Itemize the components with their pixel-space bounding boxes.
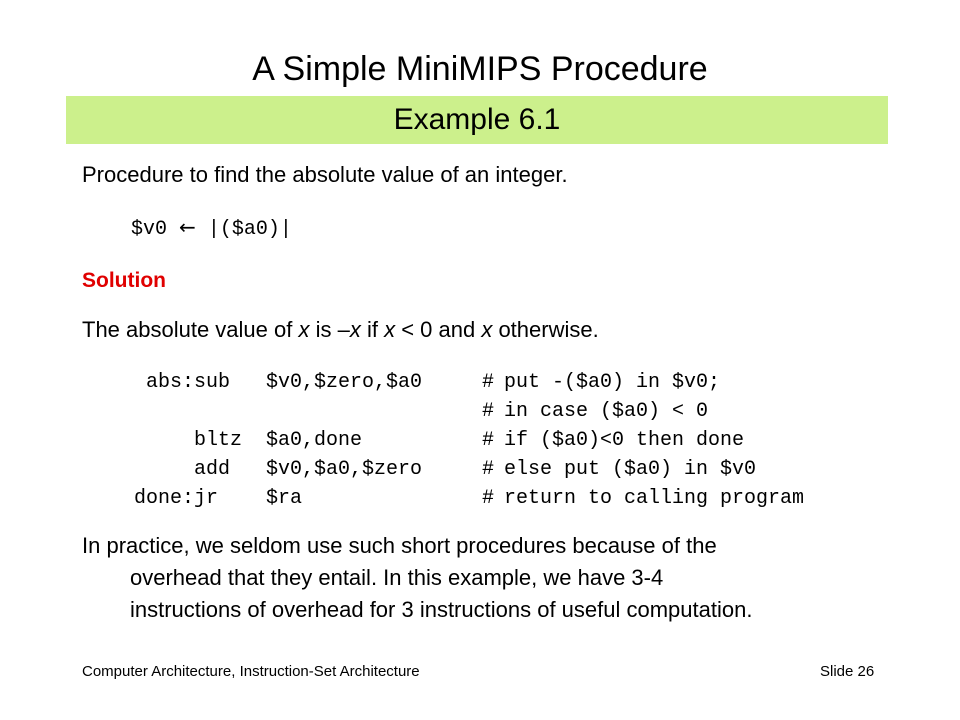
practice-line: instructions of overhead for 3 instructions of useful computation. [130, 597, 753, 622]
comment-marker: # [482, 400, 495, 423]
statement-part: if [360, 317, 385, 342]
code-line [94, 426, 804, 455]
comment-marker: # [482, 487, 495, 510]
practice-paragraph [82, 530, 902, 626]
code-operands: $a0,done [266, 429, 363, 452]
statement-part: < 0 and [395, 317, 482, 342]
code-operands [266, 397, 482, 426]
code-label [94, 455, 194, 484]
code-comment: if ($a0)<0 then done [504, 429, 745, 452]
code-comment: in case ($a0) < 0 [504, 400, 709, 423]
slide-title: A Simple MiniMIPS Procedure [252, 50, 708, 88]
comment-marker: # [482, 429, 495, 452]
code-label [94, 397, 194, 426]
statement-part: otherwise. [492, 317, 599, 342]
code-label: abs: [145, 371, 194, 394]
code-line [94, 455, 804, 484]
var-x: x [349, 317, 361, 342]
comment-marker: # [482, 458, 495, 481]
code-opcode: sub [194, 371, 231, 394]
code-operands: $v0,$a0,$zero [266, 458, 423, 481]
statement-part: is – [309, 317, 350, 342]
footer-slide-number: Slide 26 [820, 663, 875, 680]
code-label: done: [133, 487, 194, 510]
code-line [94, 368, 804, 397]
practice-line: overhead that they entail. In this example, we have 3-4 [130, 565, 664, 590]
var-x: x [298, 317, 310, 342]
code-opcode: add [194, 458, 231, 481]
code-operands: $v0,$zero,$a0 [266, 371, 423, 394]
assembly-code-block [94, 368, 804, 513]
var-x: x [384, 317, 396, 342]
statement-part: The absolute value of [82, 317, 299, 342]
code-opcode: bltz [194, 429, 243, 452]
code-operands: $ra [266, 487, 303, 510]
code-opcode [194, 397, 266, 426]
comment-marker: # [482, 371, 495, 394]
solution-heading: Solution [82, 269, 166, 292]
code-comment: else put ($a0) in $v0 [504, 458, 757, 481]
formula [131, 212, 292, 245]
var-x: x [481, 317, 493, 342]
absolute-value-statement [82, 315, 599, 345]
left-arrow-icon: ← [179, 215, 196, 239]
example-banner: Example 6.1 [66, 96, 888, 144]
footer-course-title: Computer Architecture, Instruction-Set Architecture [82, 663, 420, 680]
code-comment: return to calling program [504, 487, 805, 510]
code-table [94, 368, 804, 513]
formula-lhs: $v0 [131, 218, 168, 241]
code-opcode: jr [194, 487, 219, 510]
code-line [94, 484, 804, 513]
code-comment: put -($a0) in $v0; [504, 371, 721, 394]
code-line [94, 397, 804, 426]
formula-rhs: |($a0)| [207, 218, 292, 241]
intro-text: Procedure to find the absolute value of an integer. [82, 162, 568, 187]
practice-line: In practice, we seldom use such short procedures because of the [82, 533, 717, 558]
code-label [94, 426, 194, 455]
